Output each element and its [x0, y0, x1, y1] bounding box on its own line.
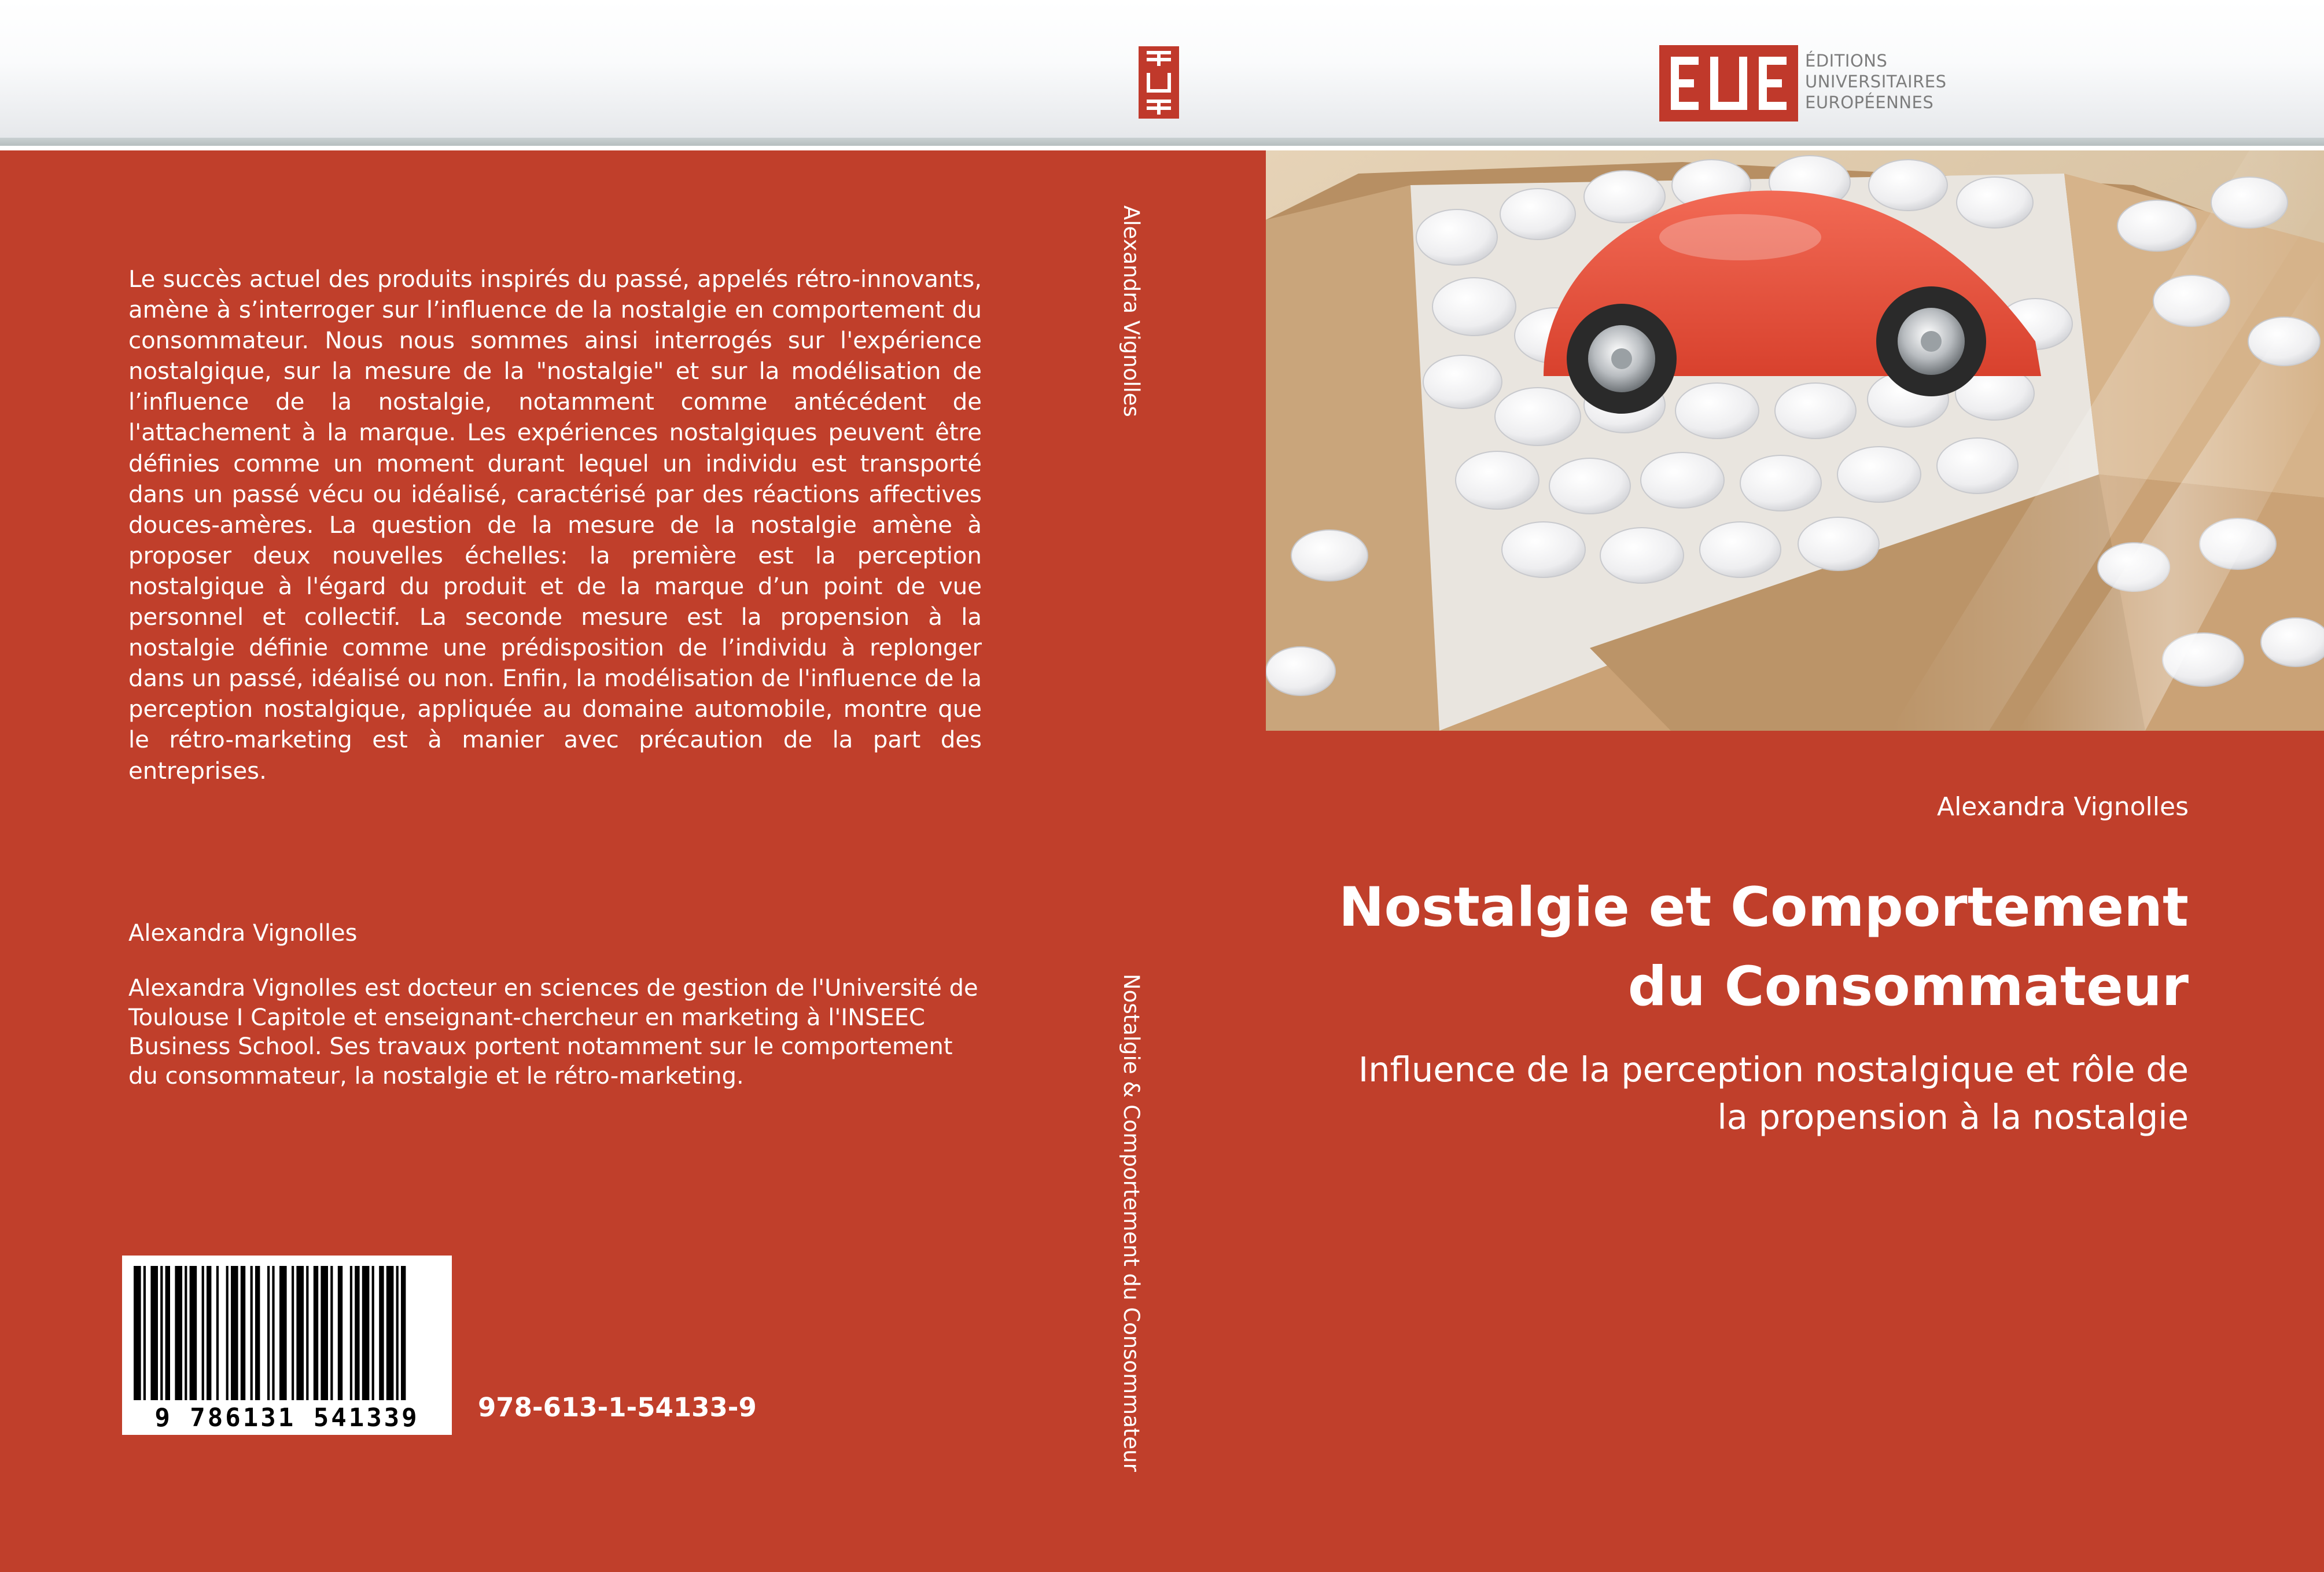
back-cover-author: Alexandra Vignolles [128, 920, 358, 947]
barcode-bar [362, 1266, 370, 1400]
barcode-bar [267, 1266, 270, 1400]
back-cover-blurb: Le succès actuel des produits inspirés du passé, appelés rétro-innovants, amène à s’interroger sur l’influence de la nostalgie en comportement du consommateur. Nous nous sommes ainsi interrogés sur l'expérience nostalgique, sur la mesure de la "nostalgie" et sur la modélisation de l’influence de la nostalgie, notamment comme antécédent de l'attachement à la marque. Les expériences nostalgiques peuvent être définies comme un moment durant lequel un individu est transporté dans un passé vécu ou idéalisé, caractérisé par des réactions affectives douces-amères. La question de la mesure de la nostalgie amène à proposer deux nouvelles échelles: la première est la perception nostalgique à l'égard du produit et de la marque d’un point de vue personnel et collectif. La seconde mesure est la propension à la nostalgie définie comme une prédisposition de l’individu à replonger dans un passé, idéalisé ou non. Enfin, la modélisation de l'influence de la perception nostalgique, appliquée au domaine automobile, montre que le rétro-marketing est à manier avec précaution de la part des entreprises. [128, 266, 982, 785]
barcode-bar [272, 1266, 274, 1400]
barcode-bar [338, 1266, 342, 1400]
publisher-name [1805, 50, 1946, 113]
barcode-bar [306, 1266, 308, 1400]
barcode-bar [350, 1266, 352, 1400]
barcode-bar [296, 1266, 304, 1400]
barcode-bar [202, 1266, 204, 1400]
spine-author: Alexandra Vignolles [1119, 205, 1144, 417]
toy-car-in-box-photo-icon [1266, 150, 2324, 731]
barcode-icon [122, 1256, 452, 1435]
spine-title: Nostalgie & Comportement du Consommateur [1119, 974, 1144, 1472]
barcode-bar [401, 1266, 406, 1400]
book-title-line: du Consommateur [1627, 955, 2189, 1018]
book-subtitle [1234, 1046, 2189, 1141]
barcode-bar [321, 1266, 328, 1400]
barcode-bar [134, 1266, 141, 1400]
front-cover-author: Alexandra Vignolles [1936, 792, 2189, 822]
cover-photo [1266, 150, 2324, 731]
barcode-bar [165, 1266, 170, 1400]
publisher-name-line: EUROPÉENNES [1805, 93, 1934, 112]
barcode-bar [255, 1266, 260, 1400]
barcode-bar [190, 1266, 197, 1400]
barcode-bar [292, 1266, 294, 1400]
barcode-digits: 9 786131 541339 [154, 1403, 419, 1433]
book-title-line: Nostalgie et Comportement [1338, 876, 2189, 939]
barcode-bar [143, 1266, 146, 1400]
top-stripe [0, 138, 2324, 146]
barcode-bar [251, 1266, 253, 1400]
barcode-bar [231, 1266, 238, 1400]
spine-publisher-logo-icon [1139, 46, 1179, 119]
publisher-name-line: ÉDITIONS [1805, 51, 1888, 71]
top-line [0, 146, 2324, 150]
barcode-bar [216, 1266, 219, 1400]
barcode-bar [241, 1266, 245, 1400]
barcode [122, 1256, 452, 1435]
book-subtitle-line: Influence de la perception nostalgique et rôle de [1358, 1050, 2189, 1089]
barcode-bar [314, 1266, 318, 1400]
barcode-bar [160, 1266, 163, 1400]
barcode-bar [207, 1266, 211, 1400]
barcode-bar [396, 1266, 399, 1400]
isbn: 978-613-1-54133-9 [478, 1392, 757, 1423]
barcode-bar [379, 1266, 384, 1400]
barcode-bar [330, 1266, 333, 1400]
barcode-bar [185, 1266, 187, 1400]
barcode-bar [355, 1266, 359, 1400]
barcode-bar [386, 1266, 394, 1400]
author-bio: Alexandra Vignolles est docteur en sciences de gestion de l'Université de Toulouse I Capitole et enseignant-chercheur en marketing à l'INSEEC Business School. Ses travaux portent notamment sur le comportement du consommateur, la nostalgie et le rétro-marketing. [128, 975, 978, 1089]
barcode-bar [279, 1266, 287, 1400]
barcode-bar [175, 1266, 182, 1400]
barcode-bar [372, 1266, 374, 1400]
publisher-logo-icon [1659, 45, 1798, 122]
barcode-bar [150, 1266, 158, 1400]
book-subtitle-line: la propension à la nostalgie [1717, 1097, 2189, 1137]
publisher-name-line: UNIVERSITAIRES [1805, 72, 1947, 91]
barcode-bar [226, 1266, 229, 1400]
book-title [1234, 868, 2189, 1026]
